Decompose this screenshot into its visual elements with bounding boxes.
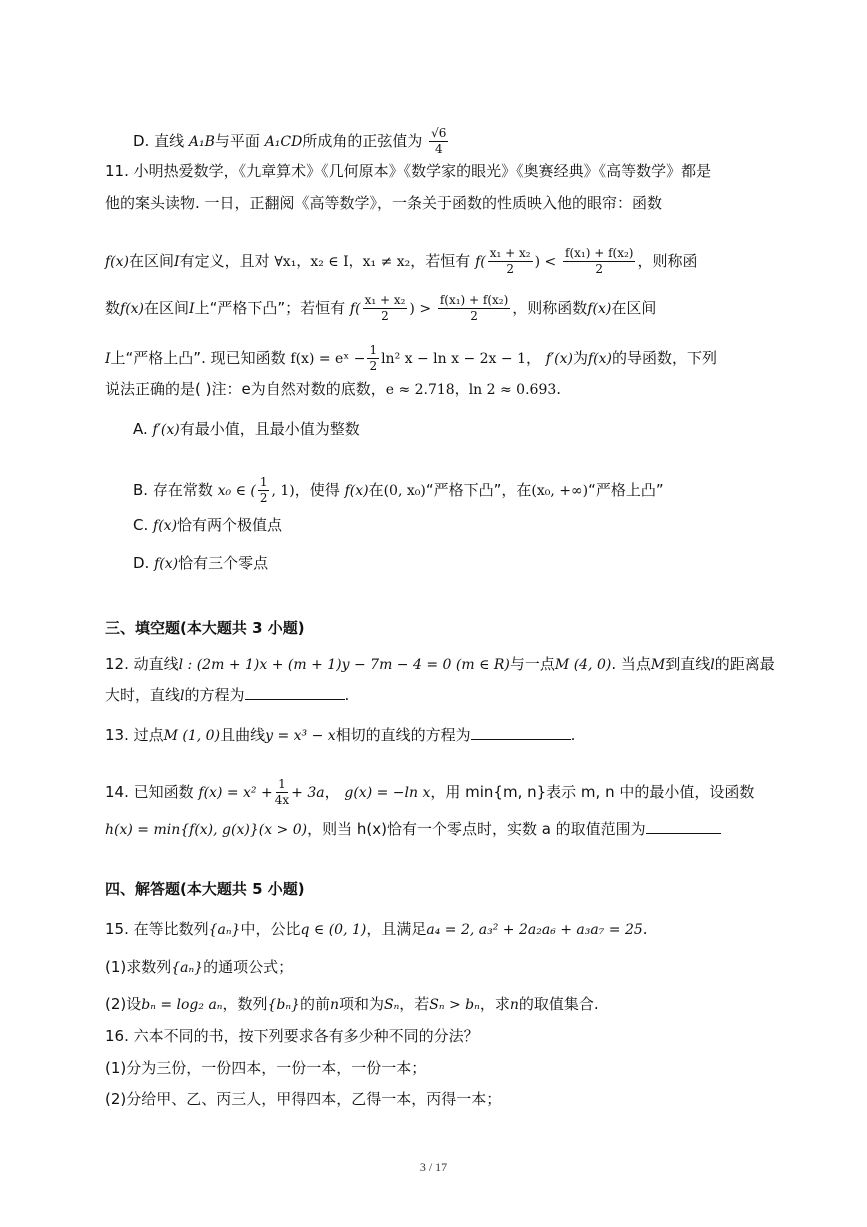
q11-option-b: B. 存在常数 x₀ ∈ ( $\frac{1}{2}$ , 1)，使得 f(x)在(0, x₀)“严格下凸”，在(x₀, +∞)“严格上凸” [133,475,664,505]
page-number: 3 / 17 [419,1160,448,1174]
q15-part1: (1)求数列{aₙ}的通项公式； [105,958,294,976]
section-4-heading: 四、解答题(本大题共 5 小题) [105,880,305,898]
q16-part2: (2)分给甲、乙、丙三人，甲得四本，乙得一本，丙得一本； [105,1090,502,1108]
q14-line2: h(x) = min{f(x), g(x)}(x > 0)，则当 h(x)恰有一个零点时，实数 a 的取值范围为 [105,818,721,841]
q15-line: 15. 在等比数列{aₙ}中，公比q ∈ (0, 1)，且满足a₄ = 2, a₃² + 2a₂a₆ + a₃a₇ = 25. [105,920,648,938]
q11-line1: 11. 小明热爱数学，《九章算术》《几何原本》《数学家的眼光》《奥赛经典》《高等数学》都是 [105,162,712,180]
q11-option-d: D. f(x)恰有三个零点 [133,554,269,572]
q11-option-c: C. f(x)恰有两个极值点 [133,516,283,534]
answer-blank[interactable] [245,699,345,700]
answer-blank[interactable] [646,833,721,834]
fraction: $\frac{√6}{4}$ [431,126,447,156]
q16-line: 16. 六本不同的书，按下列要求各有多少种不同的分法？ [105,1027,479,1045]
q12-line1: 12. 动直线l : (2m + 1)x + (m + 1)y − 7m − 4 = 0 (m ∈ R)与一点M (4, 0). 当点M到直线l的距离最 [105,655,775,673]
q11-line6: 说法正确的是( )注：e为自然对数的底数，e ≈ 2.718，ln 2 ≈ 0.693. [105,380,562,398]
q11-option-a: A. f′(x)有最小值，且最小值为整数 [133,420,360,438]
q15-part2: (2)设bₙ = log₂ aₙ，数列{bₙ}的前n项和为Sₙ，若Sₙ > bₙ，求n的取值集合. [105,995,599,1013]
q16-part1: (1)分为三份，一份四本，一份一本，一份一本； [105,1059,427,1077]
q11-line3: f(x)在区间I有定义，且对 ∀x₁，x₂ ∈ I，x₁ ≠ x₂，若恒有 f( $\frac{\text{x₁ + x₂}}{2}$ ) < $\frac{\text{f(x₁) + f(x₂)}}{2}$ ，则称函 [105,246,698,276]
q11-line4: 数f(x)在区间I上“严格下凸”；若恒有 f( $\frac{\text{x₁ + x₂}}{2}$ ) > $\frac{\text{f(x₁) + f(x₂)}}{2}$ ，则称函数f(x)在区间 [105,293,657,323]
section-3-heading: 三、填空题(本大题共 3 小题) [105,619,305,637]
q11-line2: 他的案头读物. 一日，正翻阅《高等数学》，一条关于函数的性质映入他的眼帘：函数 [105,194,663,212]
q10-option-d: D. 直线 A₁B与平面 A₁CD所成角的正弦值为 $\frac{√6}{4}$ [133,126,447,156]
q12-line2: 大时，直线l的方程为 . [105,686,350,704]
q11-line5: I上“严格上凸”. 现已知函数 f(x) = eˣ − $\frac{1}{2}$ ln² x − ln x − 2x − 1， f′(x)为f(x)的导函数，下列 [105,343,718,373]
q14-line1: 14. 已知函数 f(x) = x² + $\frac{1}{4x}$ + 3a， g(x) = −ln x，用 min{m, n}表示 m, n 中的最小值，设函数 [105,777,755,807]
q13-line: 13. 过点M (1, 0)且曲线y = x³ − x相切的直线的方程为 . [105,726,576,744]
answer-blank[interactable] [471,739,571,740]
